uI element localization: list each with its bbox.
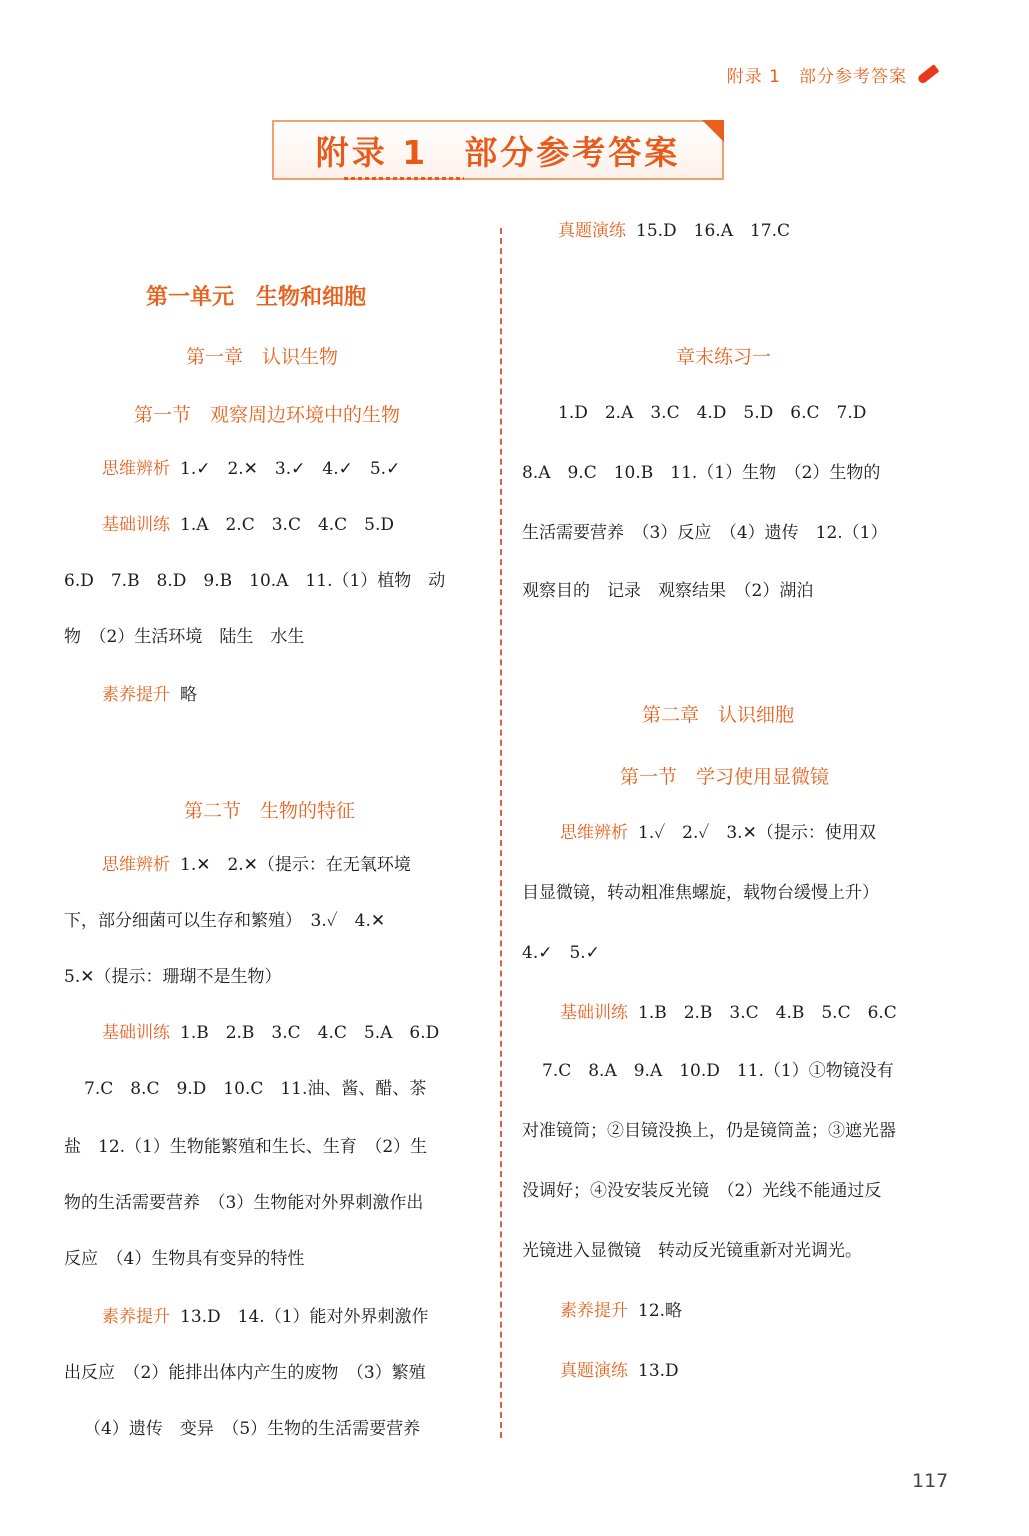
answer-text: 1.B 2.B 3.C 4.C 5.A 6.D [180,1023,440,1043]
answer-text: 出反应 （2）能排出体内产生的废物 （3）繁殖 [64,1363,426,1383]
title-banner [272,120,724,180]
answer-text: 观察目的 记录 观察结果 （2）湖泊 [522,581,814,601]
answer-line [64,966,281,988]
answer-text: 盐 12.（1）生物能繁殖和生长、生育 （2）生 [64,1137,428,1157]
answer-text: 1.✕ 2.✕（提示：在无氧环境 [180,855,411,875]
section-heading: 第一节 观察周边环境中的生物 [134,404,401,426]
answer-label: 基础训练 [102,1023,170,1043]
answer-label: 素养提升 [102,1307,170,1327]
answer-line [64,570,445,592]
answer-label: 基础训练 [560,1003,628,1023]
answer-line [560,1360,679,1382]
answer-text: 物的生活需要营养 （3）生物能对外界刺激作出 [64,1193,424,1213]
answer-text: （4）遗传 变异 （5）生物的生活需要营养 [84,1419,421,1439]
unit-heading: 第一单元 生物和细胞 [146,285,367,310]
answer-line [102,1022,439,1044]
answer-text: 7.C 8.A 9.A 10.D 11.（1）①物镜没有 [542,1061,894,1081]
answer-text: 1.D 2.A 3.C 4.D 5.D 6.C 7.D [558,403,867,423]
column-divider [500,228,502,1438]
banner-dots [344,177,464,180]
answer-line [522,1180,881,1202]
section-heading: 第一节 学习使用显微镜 [620,766,830,788]
answer-label: 基础训练 [102,515,170,535]
answer-text: 1.✓ 2.✕ 3.✓ 4.✓ 5.✓ [180,459,401,479]
answer-line [560,1002,897,1024]
answer-line [522,522,887,544]
answer-line [84,1418,420,1440]
answer-text: 物 （2）生活环境 陆生 水生 [64,627,305,647]
answer-text: 6.D 7.B 8.D 9.B 10.A 11.（1）植物 动 [64,571,446,591]
answer-line [558,402,866,424]
answer-line [64,1362,426,1384]
answer-label: 素养提升 [102,685,170,705]
answer-text: 对准镜筒；②目镜没换上，仍是镜筒盖；③遮光器 [522,1121,896,1141]
answer-line [64,910,385,932]
answer-text: 没调好；④没安装反光镜 （2）光线不能通过反 [522,1181,882,1201]
answer-text: 7.C 8.C 9.D 10.C 11.油、酱、醋、茶 [84,1079,427,1099]
pen-icon [917,64,940,85]
answer-label: 真题演练 [560,1361,628,1381]
answer-label: 思维辨析 [102,855,170,875]
page-number: 117 [912,1470,949,1492]
page-title: 附录 1 部分参考答案 [315,132,681,172]
answer-line [84,1078,426,1100]
answer-line [64,1248,304,1270]
answer-text: 12.略 [638,1301,683,1321]
answer-line [522,580,813,602]
answer-text: 略 [180,685,197,705]
answer-text: 1.B 2.B 3.C 4.B 5.C 6.C [638,1003,897,1023]
answer-label: 真题演练 [558,221,626,241]
answer-line [102,458,400,480]
answer-label: 思维辨析 [102,459,170,479]
answer-text: 15.D 16.A 17.C [636,221,791,241]
answer-text: 5.✕（提示：珊瑚不是生物） [64,967,282,987]
answer-line [560,822,876,844]
answer-line [102,1306,429,1328]
answer-line [522,882,879,904]
answer-line [102,514,394,536]
answer-line [558,220,790,242]
answer-line [102,684,197,706]
exercise-heading: 章末练习一 [676,346,772,368]
answer-line [64,1136,427,1158]
answer-text: 光镜进入显微镜 转动反光镜重新对光调光。 [522,1241,862,1261]
answer-text: 4.✓ 5.✓ [522,943,600,963]
banner-corner [702,120,724,142]
answer-text: 生活需要营养 （3）反应 （4）遗传 12.（1） [522,523,888,543]
answer-text: 8.A 9.C 10.B 11.（1）生物 （2）生物的 [522,463,881,483]
answer-line [522,1240,862,1262]
section-heading: 第二节 生物的特征 [184,800,356,822]
chapter-heading: 第一章 认识生物 [186,346,339,368]
running-title: 附录 1 部分参考答案 [726,67,907,87]
answer-text: 下，部分细菌可以生存和繁殖） 3.✓ 4.✕ [64,911,386,931]
answer-text: 目显微镜，转动粗准焦螺旋，载物台缓慢上升） [522,883,879,903]
answer-line [522,942,600,964]
answer-line [64,1192,423,1214]
answer-line [102,854,411,876]
answer-line [542,1060,894,1082]
answer-line [522,462,880,484]
answer-text: 13.D 14.（1）能对外界刺激作 [180,1307,429,1327]
chapter-heading: 第二章 认识细胞 [642,704,795,726]
answer-text: 反应 （4）生物具有变异的特性 [64,1249,305,1269]
answer-text: 1.A 2.C 3.C 4.C 5.D [180,515,395,535]
answer-label: 素养提升 [560,1301,628,1321]
answer-line [560,1300,682,1322]
answer-line [522,1120,896,1142]
answer-text: 13.D [638,1361,679,1381]
running-header [727,62,939,87]
answer-label: 思维辨析 [560,823,628,843]
answer-text: 1.✓ 2.✓ 3.✕（提示：使用双 [638,823,876,843]
answer-line [64,626,304,648]
